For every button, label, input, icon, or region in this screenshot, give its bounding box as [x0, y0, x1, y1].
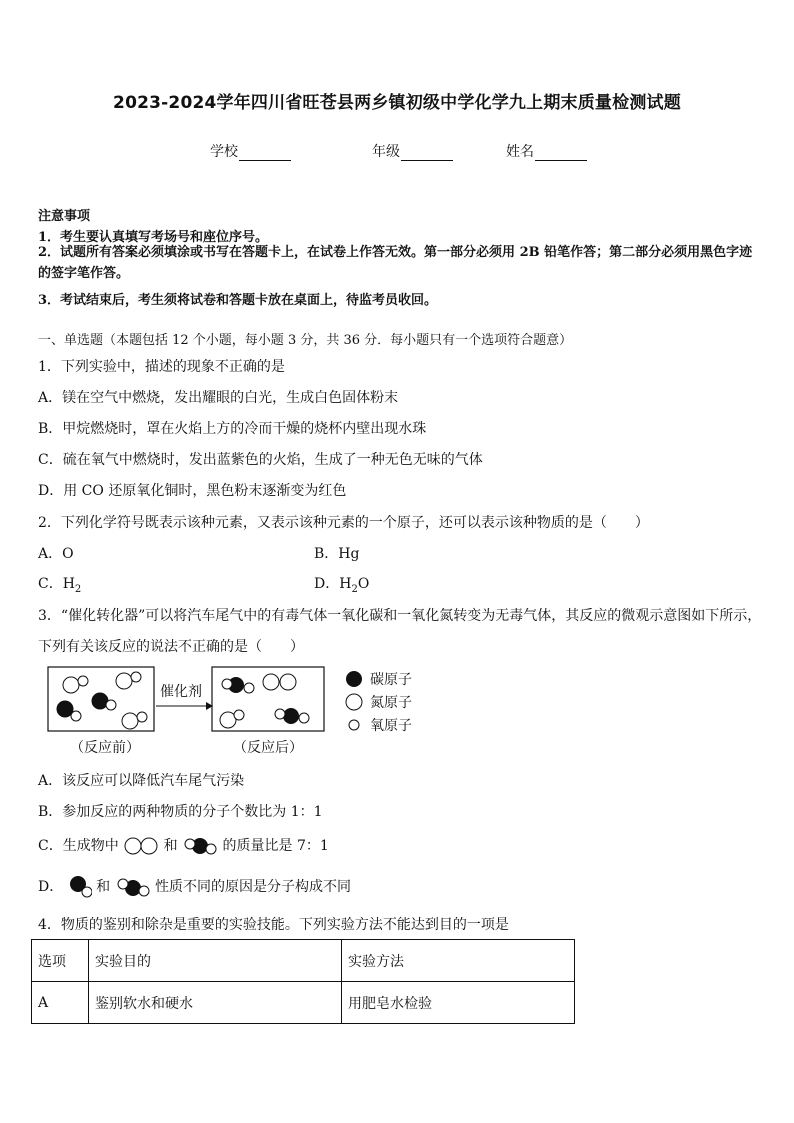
- table-cell: A: [32, 982, 89, 1024]
- table-header: 实验方法: [342, 940, 575, 982]
- name-blank: [535, 146, 587, 161]
- table-header-row: [32, 940, 575, 982]
- note-item: 1．考生要认真填写考场号和座位序号。: [38, 230, 269, 245]
- n2-molecule: [263, 674, 296, 690]
- grade-blank: [401, 146, 453, 161]
- question-1-option-d: D．用 CO 还原氧化铜时，黑色粉末逐渐变为红色: [38, 483, 347, 499]
- notes-heading: 注意事项: [38, 209, 91, 224]
- grade-field: [372, 141, 453, 161]
- name-label: 姓名: [506, 144, 534, 160]
- co2-molecule: [275, 708, 309, 724]
- question-2-stem: 2．下列化学符号既表示该种元素，又表示该种元素的一个原子，还可以表示该种物质的是（ ）: [38, 515, 649, 531]
- school-label: 学校: [210, 144, 238, 160]
- legend-carbon: 碳原子: [370, 672, 412, 688]
- n2-molecule-icon: [123, 835, 159, 857]
- question-3-option-a: A．该反应可以降低汽车尾气污染: [38, 773, 245, 789]
- oxygen-atom-icon: [349, 720, 359, 730]
- table-header: 实验目的: [89, 940, 342, 982]
- page-title: 2023-2024学年四川省旺苍县两乡镇初级中学化学九上期末质量检测试题: [113, 93, 681, 113]
- co2-molecule-icon: [182, 835, 218, 857]
- co-molecule: [57, 701, 81, 721]
- nitrogen-atom-icon: [346, 694, 362, 710]
- after-caption: （反应后）: [233, 740, 303, 756]
- question-2-option-c: C．$H_2$: [38, 576, 82, 595]
- section-heading: 一、单选题（本题包括 12 个小题，每小题 3 分，共 36 分．每小题只有一个选项符合题意）: [38, 333, 573, 348]
- no-molecule: [220, 710, 244, 728]
- note-item: 3．考试结束后，考生须将试卷和答题卡放在桌面上，待监考员收回。: [38, 293, 438, 308]
- legend-nitrogen: 氮原子: [370, 695, 412, 711]
- question-2-option-d: D．$H_2O$: [314, 576, 370, 595]
- question-1-option-c: C．硫在氧气中燃烧时，发出蓝紫色的火焰，生成了一种无色无味的气体: [38, 452, 483, 468]
- question-3-option-d: D． 和 性质不同的原因是分子构成不同: [38, 875, 351, 899]
- question-1-stem: 1．下列实验中，描述的现象不正确的是: [38, 359, 285, 375]
- question-1-option-b: B．甲烷燃烧时，罩在火焰上方的冷而干燥的烧杯内壁出现水珠: [38, 421, 427, 437]
- note-item: 2．试题所有答案必须填涂或书写在答题卡上，在试卷上作答无效。第一部分必须用 2B 铅笔作答；第二部分必须用黑色字迹的签字笔作答。: [38, 245, 753, 281]
- school-blank: [239, 146, 291, 161]
- reaction-diagram: [38, 660, 418, 765]
- question-2-option-b: B．Hg: [314, 546, 360, 562]
- table-cell: 用肥皂水检验: [342, 982, 575, 1024]
- table-cell: 鉴别软水和硬水: [89, 982, 342, 1024]
- table-header: 选项: [32, 940, 89, 982]
- catalyst-label: 催化剂: [160, 684, 202, 700]
- question-3-option-b: B．参加反应的两种物质的分子个数比为 1：1: [38, 804, 323, 820]
- legend: [346, 671, 412, 734]
- no-molecule: [122, 712, 147, 729]
- table-row: [32, 982, 575, 1024]
- co-molecule: [92, 693, 116, 710]
- question-4-table: [31, 939, 575, 1024]
- question-1-option-a: A．镁在空气中燃烧，发出耀眼的白光，生成白色固体粉末: [38, 390, 399, 406]
- co2-molecule: [222, 677, 254, 693]
- co2-molecule-icon: [115, 875, 151, 899]
- name-field: [506, 141, 587, 161]
- grade-label: 年级: [372, 144, 400, 160]
- school-field: [210, 141, 291, 161]
- question-3-option-c: C．生成物中 和 的质量比是 7：1: [38, 835, 329, 857]
- question-4-stem: 4．物质的鉴别和除杂是重要的实验技能。下列实验方法不能达到目的一项是: [38, 917, 509, 933]
- no-molecule: [116, 672, 141, 689]
- no-molecule: [63, 676, 88, 693]
- carbon-atom-icon: [346, 671, 362, 687]
- question-3-stem-line1: 3．“催化转化器”可以将汽车尾气中的有毒气体一氧化碳和一氧化氮转变为无毒气体，其反应的微观示意图如下所示，: [38, 608, 762, 624]
- co-molecule-icon: [68, 875, 92, 899]
- legend-oxygen: 氧原子: [370, 718, 412, 734]
- question-2-option-a: A．O: [38, 546, 74, 562]
- before-caption: （反应前）: [70, 740, 140, 756]
- question-3-stem-line2: 下列有关该反应的说法不正确的是（ ）: [38, 639, 304, 655]
